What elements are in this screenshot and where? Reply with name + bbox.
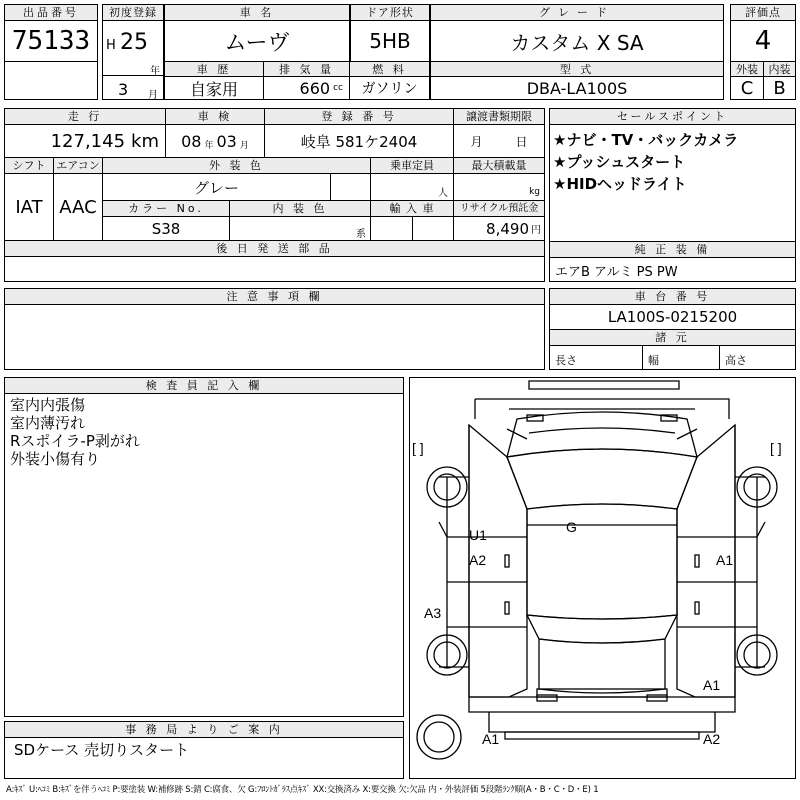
later-parts-label: 後 日 発 送 部 品 [4, 240, 545, 257]
capacity-cell [370, 173, 454, 201]
insp-month-unit: 月 [239, 140, 249, 151]
shift-value: IAT [4, 173, 54, 241]
lot-number-blank [4, 61, 98, 100]
mark-a1-bottom-left: A1 [482, 731, 500, 747]
interior-value: B [763, 76, 796, 100]
insp-year: 08 [181, 131, 202, 151]
first-reg-year-unit: 年 [150, 66, 160, 77]
int-color-label: 内 装 色 [229, 200, 371, 217]
displacement-value: 660 [299, 78, 331, 98]
mileage-label: 走 行 [4, 108, 166, 125]
capacity-unit: 人 [438, 187, 448, 199]
inspection-label: 車 検 [165, 108, 265, 125]
inspector-label: 検 査 員 記 入 欄 [4, 377, 404, 394]
mark-a3: A3 [424, 605, 442, 621]
inspector-line-2: 室内薄汚れ [10, 414, 86, 432]
color-no-value: S38 [102, 216, 230, 241]
hatch [539, 639, 665, 693]
grade-label: グレード [430, 4, 724, 21]
mark-u1: U1 [469, 527, 487, 543]
rear-bumper [469, 697, 735, 712]
sales-point-1: ★ナビ・TV・バックカメラ [553, 131, 739, 149]
roof [527, 504, 677, 619]
fuel-value: ガソリン [349, 76, 430, 100]
front-bumper [529, 381, 679, 389]
inspector-line-4: 外装小傷有り [10, 450, 101, 468]
inspector-line-3: Rスポイラ-P剥がれ [10, 432, 140, 450]
legend-text: A:ｷｽﾞ U:ﾍｺﾐ B:ｷｽﾞを伴うﾍｺﾐ P:要塗装 W:補修跡 S:錆 C:腐食、欠 G:ﾌﾛﾝﾄｶﾞﾗｽ点ｷｽﾞ XX:交換済み X:要交換 欠:欠品 内・外装評価 5段階ﾗﾝｸ順(A・B・C・D・E) 1 [6, 785, 599, 795]
inspector-line-1: 室内内張傷 [10, 396, 86, 414]
bracket-left: [ ] [412, 440, 424, 456]
history-value: 自家用 [164, 76, 264, 100]
door-value: 5HB [369, 29, 411, 53]
chassis-label: 車 台 番 号 [549, 288, 796, 305]
fuel-label: 燃 料 [349, 61, 430, 77]
exterior-label: 外装 [730, 61, 764, 77]
color-no-label: カラー No. [102, 200, 230, 217]
first-reg-label: 初度登録 [102, 4, 164, 21]
dims-length-label: 長さ [555, 354, 577, 367]
first-reg-month-unit: 月 [148, 90, 158, 101]
hood [507, 412, 697, 457]
mileage-cell [4, 124, 166, 158]
lot-number-value: 75133 [11, 26, 91, 56]
car-name-value: ムーヴ [224, 30, 290, 56]
lot-number-label: 出品番号 [4, 4, 98, 21]
score-label: 評価点 [730, 4, 796, 21]
mileage-unit: km [131, 130, 159, 152]
sales-points-label: セールスポイント [549, 108, 796, 125]
int-color-unit: 系 [356, 229, 366, 240]
transfer-month-unit: 月 [470, 134, 483, 149]
first-reg-month: 3 [118, 80, 129, 99]
color-extra-cell [330, 173, 371, 201]
car-name-label: 車 名 [164, 4, 350, 21]
shift-label: シフト [4, 157, 54, 174]
mark-a1-right: A1 [716, 552, 734, 568]
color-label: 外 装 色 [102, 157, 371, 174]
chassis-value: LA100S-0215200 [549, 304, 796, 330]
exterior-value: C [730, 76, 764, 100]
reg-no-label: 登 録 番 号 [264, 108, 454, 125]
dims-height-label: 高さ [725, 354, 747, 367]
office-text: SDケース 売切りスタート [14, 741, 190, 759]
dims-width-label: 幅 [648, 354, 659, 367]
recycle-cell [453, 216, 545, 241]
transfer-label: 譲渡書類期限 [453, 108, 545, 125]
grade-value: カスタム X SA [510, 30, 644, 55]
capacity-label: 乗車定員 [370, 157, 454, 174]
load-cell [453, 173, 545, 201]
import-cell-b [412, 216, 454, 241]
bracket-right: [ ] [770, 440, 782, 456]
dims-label: 諸 元 [549, 329, 796, 346]
first-reg-year: 25 [120, 30, 148, 55]
model-label: 型 式 [430, 61, 724, 77]
ac-value: AAC [53, 173, 103, 241]
displacement-cell [263, 76, 350, 100]
transfer-day-unit: 日 [515, 134, 528, 149]
int-color-cell [229, 216, 371, 241]
notes-label: 注 意 事 項 欄 [4, 288, 545, 305]
notes-box [4, 304, 545, 370]
door-label: ドア形状 [350, 4, 430, 21]
recycle-value: 8,490 [486, 219, 529, 238]
later-parts-box [4, 256, 545, 282]
interior-label: 内装 [763, 61, 796, 77]
color-value: グレー [102, 173, 331, 201]
score-value: 4 [754, 26, 772, 56]
import-cell-a [370, 216, 413, 241]
recycle-unit: 円 [531, 225, 541, 236]
mark-a1-rear-right: A1 [703, 677, 721, 693]
mark-g: G [566, 519, 577, 535]
insp-month: 03 [216, 131, 237, 151]
mileage-value: 127,145 [50, 130, 126, 152]
car-diagram [409, 377, 796, 779]
office-label: 事 務 局 よ り ご 案 内 [4, 721, 404, 738]
rear-window [527, 615, 677, 643]
windshield [507, 449, 697, 509]
reg-no-value: 岐阜 581ケ2404 [264, 124, 454, 158]
equipment-value: エアB アルミ PS PW [555, 265, 678, 280]
import-label: 輸 入 車 [370, 200, 454, 217]
displacement-unit: cc [333, 83, 343, 93]
inspection-cell [165, 124, 265, 158]
history-label: 車 歴 [164, 61, 264, 77]
ac-label: エアコン [53, 157, 103, 174]
equipment-label: 純 正 装 備 [549, 241, 796, 258]
sales-point-3: ★HIDヘッドライト [553, 175, 687, 193]
recycle-label: リサイクル預託金 [453, 200, 545, 217]
insp-year-unit: 年 [204, 140, 214, 151]
mark-a2-bottom-right: A2 [703, 731, 721, 747]
mark-a2-left: A2 [469, 552, 487, 568]
displacement-label: 排 気 量 [263, 61, 350, 77]
sales-point-2: ★プッシュスタート [553, 153, 686, 171]
load-unit: kg [529, 187, 540, 197]
transfer-cell [453, 124, 545, 158]
first-reg-era: H [106, 38, 116, 53]
model-value: DBA-LA100S [430, 76, 724, 100]
load-label: 最大積載量 [453, 157, 545, 174]
